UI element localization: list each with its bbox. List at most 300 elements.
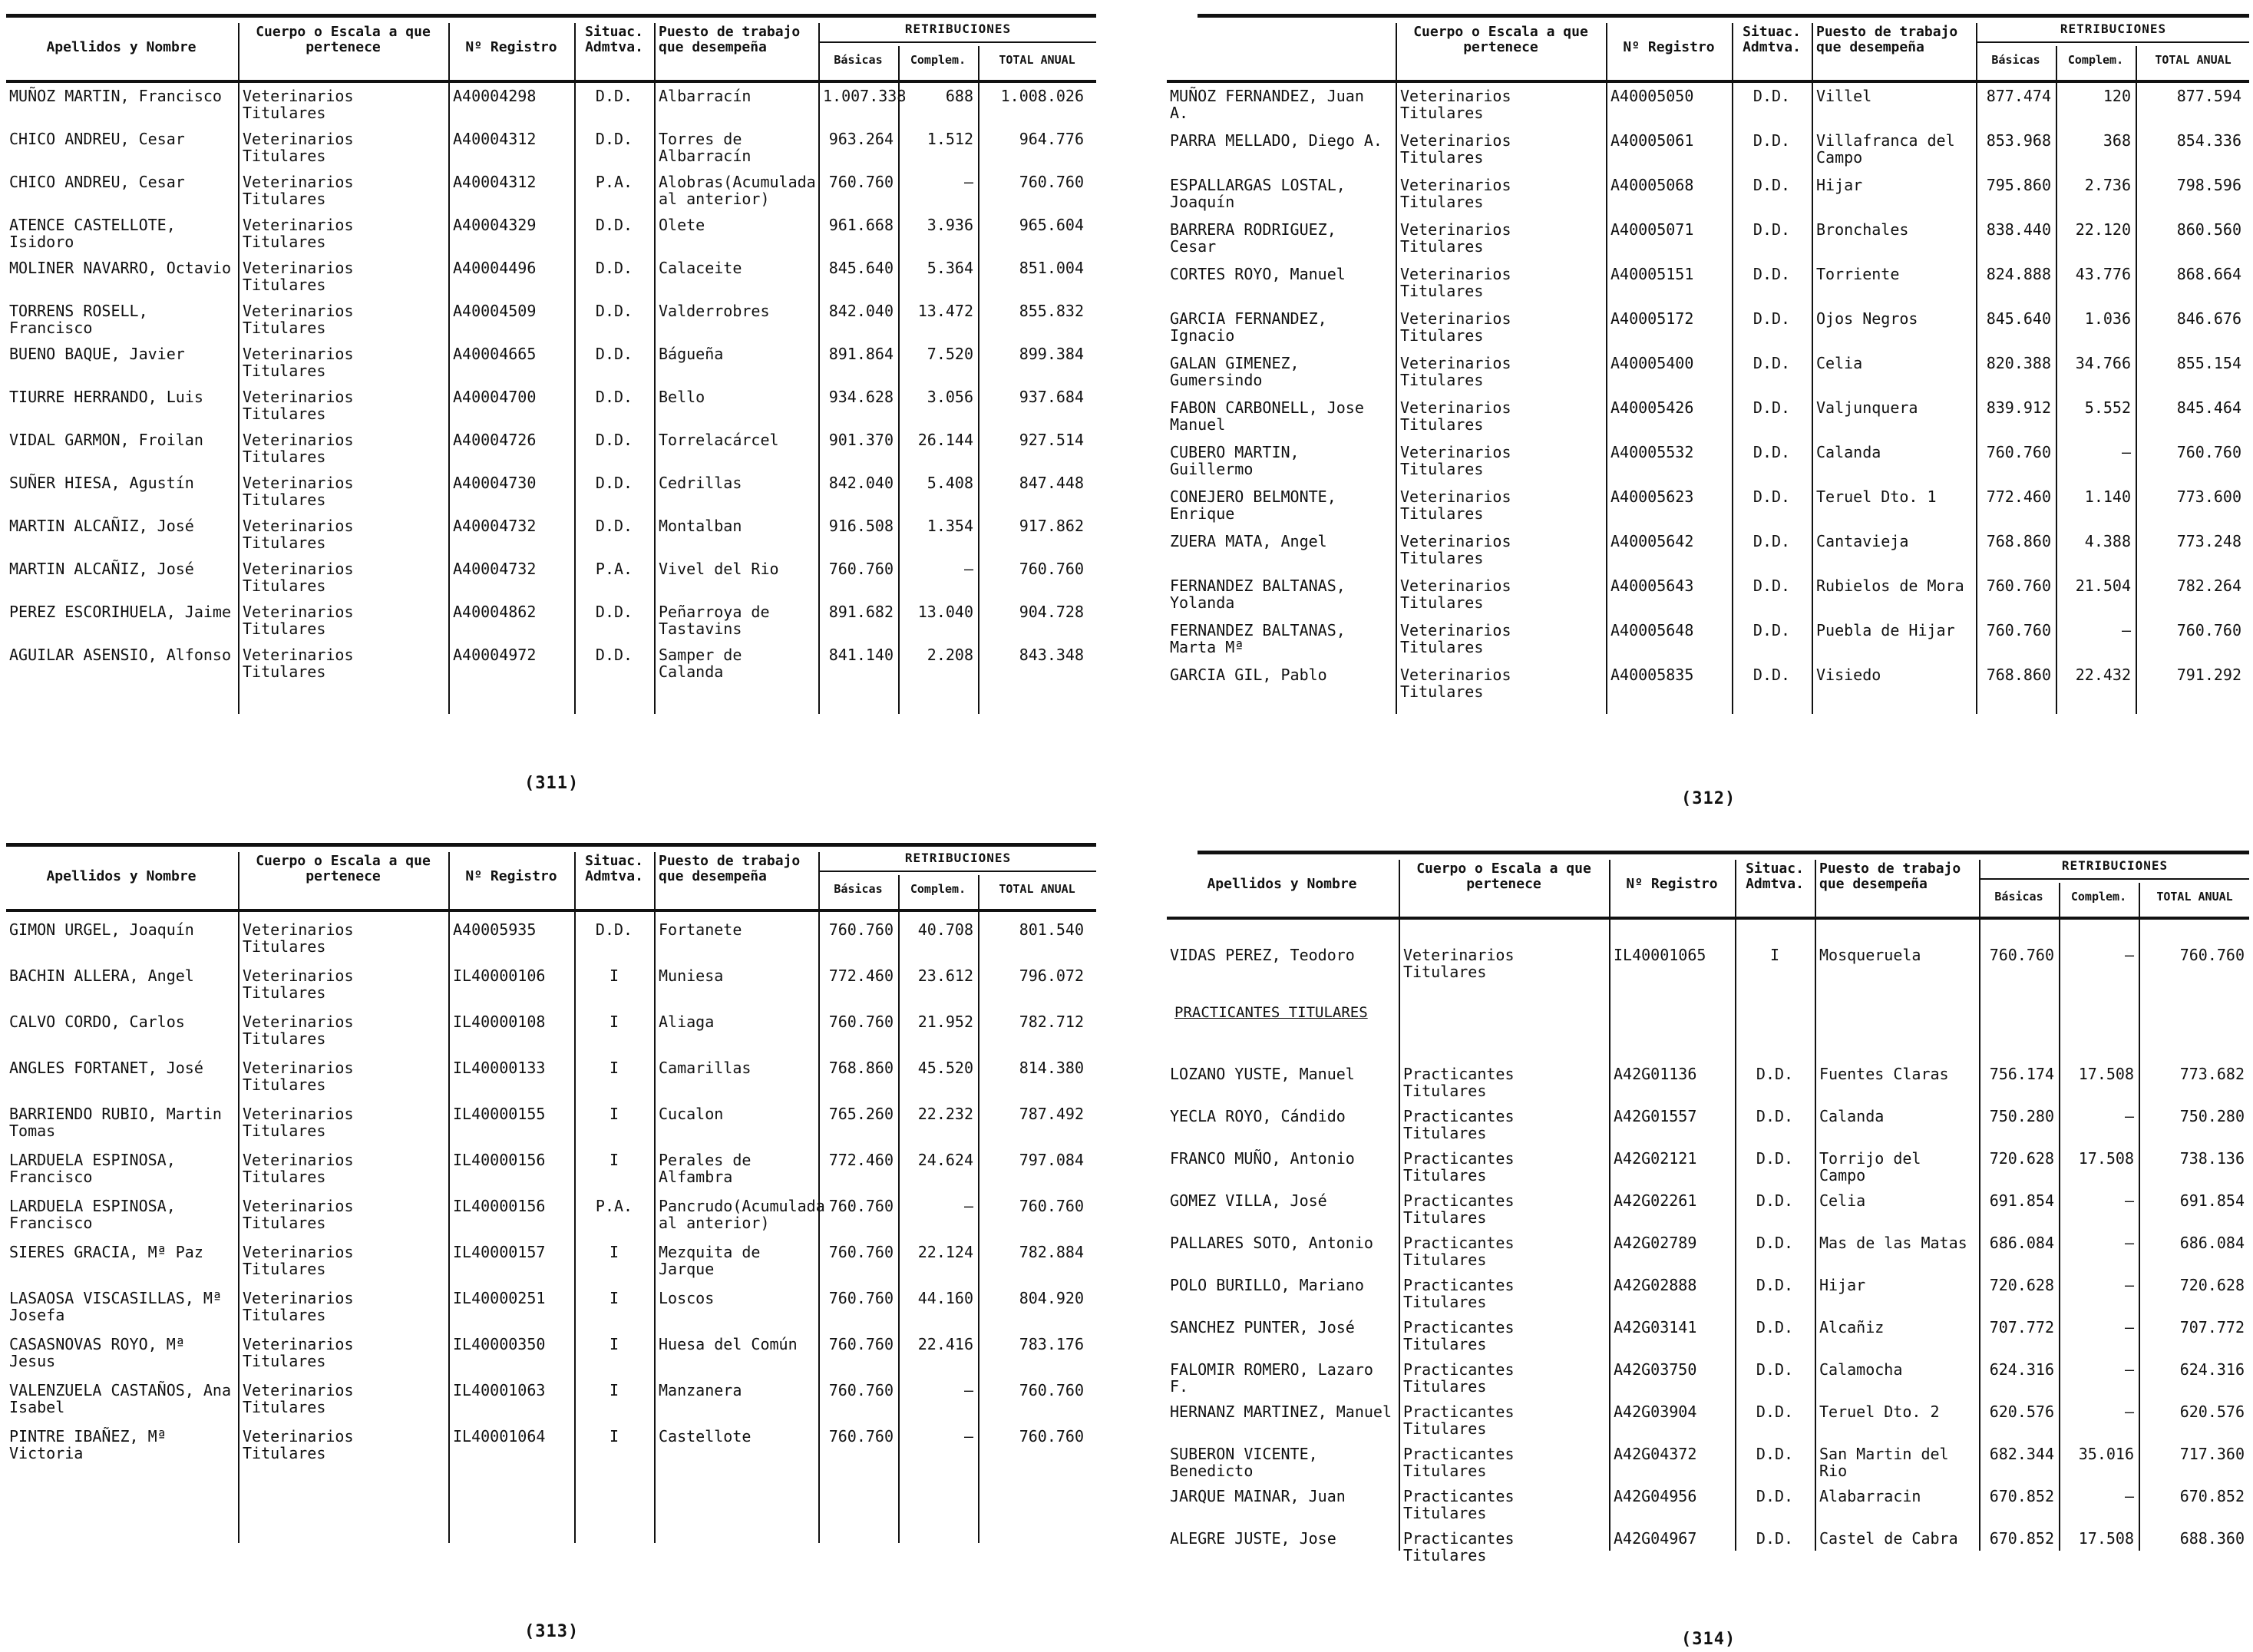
registro-cell: A40005623: [1610, 487, 1694, 506]
total-cell: 843.348: [1019, 646, 1084, 664]
basicas-cell: 760.760: [1986, 577, 2051, 595]
cuerpo-cell: Veterinarios Titulares: [243, 1381, 354, 1416]
cuerpo-cell: Veterinarios Titulares: [243, 431, 354, 466]
basicas-cell: 838.440: [1986, 220, 2051, 239]
basicas-cell: 839.912: [1986, 398, 2051, 417]
complem-cell: 5.364: [927, 259, 973, 277]
total-cell: 791.292: [2176, 666, 2241, 684]
header-registro: Nº Registro: [1623, 39, 1715, 55]
header-cuerpo: Cuerpo o Escala a que pertenece: [256, 24, 431, 55]
complem-cell: —: [2121, 621, 2131, 639]
name-cell: SUÑER HIESA, Agustín: [9, 474, 194, 492]
total-cell: 860.560: [2176, 220, 2241, 239]
registro-cell: A40004329: [453, 216, 537, 234]
total-cell: 937.684: [1019, 388, 1084, 406]
table-row: [6, 345, 1096, 385]
basicas-cell: 765.260: [828, 1105, 894, 1123]
name-cell: CALVO CORDO, Carlos: [9, 1013, 185, 1031]
situac-cell: D.D.: [1753, 220, 1791, 239]
cuerpo-cell: Practicantes Titulares: [1403, 1360, 1515, 1396]
header-registro: Nº Registro: [1626, 876, 1718, 892]
complem-cell: 24.624: [917, 1151, 973, 1169]
name-cell: FERNANDEZ BALTANAS, Yolanda: [1170, 577, 1346, 612]
table-row: [1167, 177, 2249, 218]
table-row: [1167, 1446, 2249, 1485]
cuerpo-cell: Veterinarios Titulares: [1400, 87, 1511, 122]
situac-cell: I: [609, 1243, 619, 1261]
registro-cell: A42G04956: [1614, 1487, 1697, 1505]
name-cell: JARQUE MAINAR, Juan: [1170, 1487, 1346, 1505]
table-row: [1167, 355, 2249, 396]
name-cell: VALENZUELA CASTAÑOS, Ana Isabel: [9, 1381, 231, 1416]
registro-cell: A40004298: [453, 87, 537, 105]
registro-cell: IL40000155: [453, 1105, 546, 1123]
registro-cell: IL40000156: [453, 1197, 546, 1215]
table-row: [6, 259, 1096, 299]
total-cell: 804.920: [1019, 1289, 1084, 1307]
basicas-cell: 670.852: [1989, 1529, 2054, 1548]
registro-cell: A42G03141: [1614, 1318, 1697, 1336]
puesto-cell: Aliaga: [659, 1013, 715, 1031]
table-row: [6, 1382, 1096, 1425]
table-row: [6, 560, 1096, 600]
complem-cell: 22.432: [2075, 666, 2131, 684]
page-number: (312): [1681, 789, 1736, 808]
cuerpo-cell: Veterinarios Titulares: [1400, 487, 1511, 523]
puesto-cell: Celia: [1819, 1191, 1866, 1210]
header-situac: Situac. Admtva.: [1743, 24, 1801, 55]
registro-cell: A40004972: [453, 646, 537, 664]
cuerpo-cell: Veterinarios Titulares: [243, 920, 354, 956]
registro-cell: A40004312: [453, 173, 537, 191]
header-complem: Complem.: [2067, 53, 2124, 67]
situac-cell: D.D.: [1753, 87, 1791, 105]
complem-cell: —: [2124, 1191, 2134, 1210]
complem-cell: 2.208: [927, 646, 973, 664]
header-cuerpo: Cuerpo o Escala a que pertenece: [1416, 861, 1591, 892]
header-registro: Nº Registro: [465, 868, 557, 884]
registro-cell: A40005071: [1610, 220, 1694, 239]
table-row: [6, 517, 1096, 557]
cuerpo-cell: Veterinarios Titulares: [243, 1151, 354, 1186]
total-cell: 688.360: [2179, 1529, 2245, 1548]
registro-cell: A40005061: [1610, 131, 1694, 150]
header-registro: Nº Registro: [465, 39, 557, 55]
registro-cell: IL40001063: [453, 1381, 546, 1399]
registro-cell: A40005532: [1610, 443, 1694, 461]
registro-cell: A40005835: [1610, 666, 1694, 684]
basicas-cell: 842.040: [828, 302, 894, 320]
table-row: [6, 1198, 1096, 1241]
puesto-cell: Alcañiz: [1819, 1318, 1885, 1336]
name-cell: ATENCE CASTELLOTE, Isidoro: [9, 216, 176, 251]
total-cell: 760.760: [1019, 173, 1084, 191]
table-header: [6, 851, 1096, 912]
complem-cell: —: [963, 173, 973, 191]
registro-cell: A42G02261: [1614, 1191, 1697, 1210]
complem-cell: 21.952: [917, 1013, 973, 1031]
basicas-cell: 720.628: [1989, 1276, 2054, 1294]
basicas-cell: 760.760: [828, 1197, 894, 1215]
header-cuerpo: Cuerpo o Escala a que pertenece: [256, 853, 431, 884]
table-row: [1167, 1150, 2249, 1189]
puesto-cell: Celia: [1816, 354, 1863, 372]
puesto-cell: Torrijo del Campo: [1819, 1149, 1921, 1184]
puesto-cell: Peñarroya de Tastavins: [659, 603, 770, 638]
total-cell: 760.760: [1019, 560, 1084, 578]
header-retribuciones: RETRIBUCIONES: [1980, 858, 2249, 880]
table-row: [6, 967, 1096, 1010]
header-name: Apellidos y Nombre: [46, 39, 197, 55]
name-cell: LARDUELA ESPINOSA, Francisco: [9, 1197, 176, 1232]
puesto-cell: Bágueña: [659, 345, 724, 363]
total-cell: 670.852: [2179, 1487, 2245, 1505]
registro-cell: IL40000350: [453, 1335, 546, 1353]
basicas-cell: 772.460: [828, 966, 894, 985]
table-row: [6, 921, 1096, 964]
header-puesto: Puesto de trabajo que desempeña: [659, 24, 801, 55]
puesto-cell: Calaceite: [659, 259, 742, 277]
name-cell: CONEJERO BELMONTE, Enrique: [1170, 487, 1336, 523]
situac-cell: I: [609, 1013, 619, 1031]
total-cell: 782.884: [1019, 1243, 1084, 1261]
table-row: [6, 1244, 1096, 1287]
situac-cell: D.D.: [1756, 1318, 1794, 1336]
table-row: [1167, 1488, 2249, 1527]
situac-cell: D.D.: [1753, 354, 1791, 372]
total-cell: 796.072: [1019, 966, 1084, 985]
registro-cell: IL40000106: [453, 966, 546, 985]
name-cell: LASAOSA VISCASILLAS, Mª Josefa: [9, 1289, 222, 1324]
situac-cell: I: [609, 1335, 619, 1353]
header-puesto: Puesto de trabajo que desempeña: [659, 853, 801, 884]
situac-cell: D.D.: [1756, 1529, 1794, 1548]
situac-cell: P.A.: [595, 173, 633, 191]
table-row: [1167, 622, 2249, 663]
puesto-cell: Olete: [659, 216, 705, 234]
header-complem: Complem.: [910, 882, 966, 896]
basicas-cell: 795.860: [1986, 176, 2051, 194]
table-row: [1167, 1066, 2249, 1105]
table-row: [6, 431, 1096, 471]
cuerpo-cell: Veterinarios Titulares: [243, 1289, 354, 1324]
registro-cell: A40004732: [453, 517, 537, 535]
situac-cell: D.D.: [595, 345, 633, 363]
cuerpo-cell: Veterinarios Titulares: [243, 966, 354, 1002]
table-row: [1167, 1192, 2249, 1231]
name-cell: VIDAS PEREZ, Teodoro: [1170, 946, 1355, 964]
situac-cell: I: [609, 1105, 619, 1123]
total-cell: 814.380: [1019, 1059, 1084, 1077]
situac-cell: D.D.: [595, 920, 633, 939]
complem-cell: 4.388: [2084, 532, 2131, 550]
table-row: [1167, 132, 2249, 173]
situac-cell: D.D.: [1756, 1191, 1794, 1210]
basicas-cell: 760.760: [1986, 443, 2051, 461]
cuerpo-cell: Practicantes Titulares: [1403, 1276, 1515, 1311]
basicas-cell: 853.968: [1986, 131, 2051, 150]
registro-cell: A42G02121: [1614, 1149, 1697, 1168]
basicas-cell: 961.668: [828, 216, 894, 234]
name-cell: MARTIN ALCAÑIZ, José: [9, 560, 194, 578]
panel-311: [6, 14, 1096, 797]
puesto-cell: Teruel Dto. 2: [1819, 1403, 1940, 1421]
situac-cell: D.D.: [595, 87, 633, 105]
total-cell: 917.862: [1019, 517, 1084, 535]
complem-cell: —: [963, 560, 973, 578]
table-header: [1167, 21, 2249, 83]
cuerpo-cell: Veterinarios Titulares: [1400, 220, 1511, 256]
puesto-cell: San Martin del Rio: [1819, 1445, 1949, 1480]
name-cell: TORRENS ROSELL, Francisco: [9, 302, 148, 337]
header-complem: Complem.: [2070, 890, 2127, 904]
basicas-cell: 891.682: [828, 603, 894, 621]
name-cell: SUBERON VICENTE, Benedicto: [1170, 1445, 1318, 1480]
table-row: [1167, 947, 2249, 985]
cuerpo-cell: Veterinarios Titulares: [1400, 443, 1511, 478]
name-cell: MOLINER NAVARRO, Octavio: [9, 259, 231, 277]
header-total: TOTAL ANUAL: [2156, 890, 2233, 904]
cuerpo-cell: Veterinarios Titulares: [1400, 265, 1511, 300]
name-cell: CUBERO MARTIN, Guillermo: [1170, 443, 1300, 478]
registro-cell: A40005050: [1610, 87, 1694, 105]
table-row: [1167, 1234, 2249, 1274]
complem-cell: 40.708: [917, 920, 973, 939]
complem-cell: —: [2124, 1107, 2134, 1125]
total-cell: 738.136: [2179, 1149, 2245, 1168]
puesto-cell: Hijar: [1816, 176, 1863, 194]
table-row: [1167, 444, 2249, 485]
cuerpo-cell: Veterinarios Titulares: [243, 259, 354, 294]
total-cell: 773.600: [2176, 487, 2241, 506]
header-complem: Complem.: [910, 53, 966, 67]
basicas-cell: 750.280: [1989, 1107, 2054, 1125]
puesto-cell: Cedrillas: [659, 474, 742, 492]
situac-cell: D.D.: [595, 474, 633, 492]
total-cell: 620.576: [2179, 1403, 2245, 1421]
name-cell: YECLA ROYO, Cándido: [1170, 1107, 1346, 1125]
table-row: [6, 1105, 1096, 1148]
total-cell: 877.594: [2176, 87, 2241, 105]
puesto-cell: Visiedo: [1816, 666, 1881, 684]
registro-cell: A40005172: [1610, 309, 1694, 328]
puesto-cell: Manzanera: [659, 1381, 742, 1399]
situac-cell: D.D.: [595, 302, 633, 320]
table-row: [1167, 399, 2249, 441]
situac-cell: P.A.: [595, 560, 633, 578]
complem-cell: —: [963, 1381, 973, 1399]
cuerpo-cell: Veterinarios Titulares: [1400, 131, 1511, 167]
registro-cell: A40004509: [453, 302, 537, 320]
complem-cell: 23.612: [917, 966, 973, 985]
registro-cell: A40005151: [1610, 265, 1694, 283]
total-cell: 773.682: [2179, 1065, 2245, 1083]
situac-cell: D.D.: [1756, 1234, 1794, 1252]
name-cell: SANCHEZ PUNTER, José: [1170, 1318, 1355, 1336]
table-row: [1167, 1319, 2249, 1358]
cuerpo-cell: Veterinarios Titulares: [1400, 398, 1511, 434]
cuerpo-cell: Practicantes Titulares: [1403, 1065, 1515, 1100]
header-basicas: Básicas: [834, 882, 883, 896]
situac-cell: D.D.: [1753, 131, 1791, 150]
situac-cell: D.D.: [595, 646, 633, 664]
basicas-cell: 707.772: [1989, 1318, 2054, 1336]
registro-cell: A40004862: [453, 603, 537, 621]
basicas-cell: 963.264: [828, 130, 894, 148]
puesto-cell: Mosqueruela: [1819, 946, 1921, 964]
cuerpo-cell: Practicantes Titulares: [1403, 1403, 1515, 1438]
header-puesto: Puesto de trabajo que desempeña: [1819, 861, 1961, 892]
cuerpo-cell: Veterinarios Titulares: [243, 1335, 354, 1370]
table-row: [6, 131, 1096, 170]
registro-cell: A40005935: [453, 920, 537, 939]
basicas-cell: 760.760: [828, 1381, 894, 1399]
total-cell: 845.464: [2176, 398, 2241, 417]
situac-cell: D.D.: [1756, 1360, 1794, 1379]
cuerpo-cell: Veterinarios Titulares: [243, 345, 354, 380]
name-cell: LOZANO YUSTE, Manuel: [1170, 1065, 1355, 1083]
table-row: [6, 302, 1096, 342]
name-cell: BUENO BAQUE, Javier: [9, 345, 185, 363]
registro-cell: A40004665: [453, 345, 537, 363]
puesto-cell: Albarracín: [659, 87, 752, 105]
situac-cell: P.A.: [595, 1197, 633, 1215]
header-total: TOTAL ANUAL: [2155, 53, 2232, 67]
situac-cell: I: [609, 1427, 619, 1446]
table-row: [6, 388, 1096, 428]
cuerpo-cell: Veterinarios Titulares: [243, 1059, 354, 1094]
situac-cell: D.D.: [595, 130, 633, 148]
basicas-cell: 768.860: [1986, 532, 2051, 550]
cuerpo-cell: Veterinarios Titulares: [243, 87, 354, 122]
name-cell: VIDAL GARMON, Froilan: [9, 431, 203, 449]
complem-cell: 17.508: [2078, 1529, 2134, 1548]
registro-cell: A42G02888: [1614, 1276, 1697, 1294]
puesto-cell: Samper de Calanda: [659, 646, 742, 681]
table-row: [1167, 221, 2249, 263]
table-row: [1167, 310, 2249, 352]
situac-cell: D.D.: [1756, 1276, 1794, 1294]
total-cell: 760.760: [1019, 1197, 1084, 1215]
name-cell: CASASNOVAS ROYO, Mª Jesus: [9, 1335, 185, 1370]
page-number: (314): [1681, 1630, 1736, 1649]
situac-cell: D.D.: [595, 431, 633, 449]
registro-cell: A42G03750: [1614, 1360, 1697, 1379]
puesto-cell: Calanda: [1816, 443, 1881, 461]
registro-cell: A40005068: [1610, 176, 1694, 194]
name-cell: TIURRE HERRANDO, Luis: [9, 388, 203, 406]
basicas-cell: 877.474: [1986, 87, 2051, 105]
cuerpo-cell: Veterinarios Titulares: [1400, 309, 1511, 345]
situac-cell: D.D.: [1756, 1403, 1794, 1421]
total-cell: 801.540: [1019, 920, 1084, 939]
table-row: [1167, 1530, 2249, 1569]
situac-cell: D.D.: [1753, 487, 1791, 506]
table-row: [1167, 666, 2249, 708]
registro-cell: A40004496: [453, 259, 537, 277]
situac-cell: D.D.: [1753, 443, 1791, 461]
cuerpo-cell: Veterinarios Titulares: [243, 1105, 354, 1140]
total-cell: 855.154: [2176, 354, 2241, 372]
complem-cell: 22.124: [917, 1243, 973, 1261]
basicas-cell: 842.040: [828, 474, 894, 492]
complem-cell: 5.552: [2084, 398, 2131, 417]
total-cell: 787.492: [1019, 1105, 1084, 1123]
registro-cell: A42G01136: [1614, 1065, 1697, 1083]
registro-cell: A40004726: [453, 431, 537, 449]
basicas-cell: 624.316: [1989, 1360, 2054, 1379]
name-cell: POLO BURILLO, Mariano: [1170, 1276, 1364, 1294]
puesto-cell: Mezquita de Jarque: [659, 1243, 761, 1278]
registro-cell: A42G04967: [1614, 1529, 1697, 1548]
header-puesto: Puesto de trabajo que desempeña: [1816, 24, 1958, 55]
total-cell: 847.448: [1019, 474, 1084, 492]
name-cell: ESPALLARGAS LOSTAL, Joaquín: [1170, 176, 1346, 211]
cuerpo-cell: Veterinarios Titulares: [243, 474, 354, 509]
basicas-cell: 820.388: [1986, 354, 2051, 372]
registro-cell: A40004730: [453, 474, 537, 492]
cuerpo-cell: Veterinarios Titulares: [1400, 577, 1511, 612]
basicas-cell: 841.140: [828, 646, 894, 664]
name-cell: GARCIA GIL, Pablo: [1170, 666, 1327, 684]
name-cell: MUÑOZ FERNANDEZ, Juan A.: [1170, 87, 1364, 122]
puesto-cell: Puebla de Hijar: [1816, 621, 1955, 639]
registro-cell: IL40000156: [453, 1151, 546, 1169]
total-cell: 783.176: [1019, 1335, 1084, 1353]
cuerpo-cell: Veterinarios Titulares: [243, 560, 354, 595]
situac-cell: D.D.: [1753, 398, 1791, 417]
cuerpo-cell: Veterinarios Titulares: [1400, 176, 1511, 211]
puesto-cell: Muniesa: [659, 966, 724, 985]
header-situac: Situac. Admtva.: [1746, 861, 1804, 892]
situac-cell: D.D.: [1756, 1149, 1794, 1168]
table-row: [1167, 1108, 2249, 1147]
cuerpo-cell: Veterinarios Titulares: [243, 517, 354, 552]
situac-cell: D.D.: [1756, 1107, 1794, 1125]
complem-cell: —: [2124, 1360, 2134, 1379]
name-cell: HERNANZ MARTINEZ, Manuel: [1170, 1403, 1392, 1421]
total-cell: 782.712: [1019, 1013, 1084, 1031]
registro-cell: A42G03904: [1614, 1403, 1697, 1421]
total-cell: 855.832: [1019, 302, 1084, 320]
basicas-cell: 760.760: [828, 1013, 894, 1031]
puesto-cell: Valderrobres: [659, 302, 770, 320]
registro-cell: A40005642: [1610, 532, 1694, 550]
total-cell: 899.384: [1019, 345, 1084, 363]
name-cell: GIMON URGEL, Joaquín: [9, 920, 194, 939]
table-row: [6, 1059, 1096, 1102]
table-row: [1167, 1361, 2249, 1400]
panel-313: [6, 843, 1096, 1649]
total-cell: 854.336: [2176, 131, 2241, 150]
basicas-cell: 720.628: [1989, 1149, 2054, 1168]
panel-314: [1167, 851, 2249, 1649]
complem-cell: 35.016: [2078, 1445, 2134, 1463]
situac-cell: I: [609, 1151, 619, 1169]
table-row: [1167, 488, 2249, 530]
name-cell: LARDUELA ESPINOSA, Francisco: [9, 1151, 176, 1186]
complem-cell: 1.036: [2084, 309, 2131, 328]
cuerpo-cell: Veterinarios Titulares: [1403, 946, 1515, 981]
situac-cell: D.D.: [1753, 265, 1791, 283]
puesto-cell: Castel de Cabra: [1819, 1529, 1958, 1548]
table-row: [1167, 1277, 2249, 1316]
table-row: [6, 173, 1096, 213]
table-row: [6, 216, 1096, 256]
situac-cell: D.D.: [595, 388, 633, 406]
total-cell: 760.760: [2176, 621, 2241, 639]
basicas-cell: 620.576: [1989, 1403, 2054, 1421]
